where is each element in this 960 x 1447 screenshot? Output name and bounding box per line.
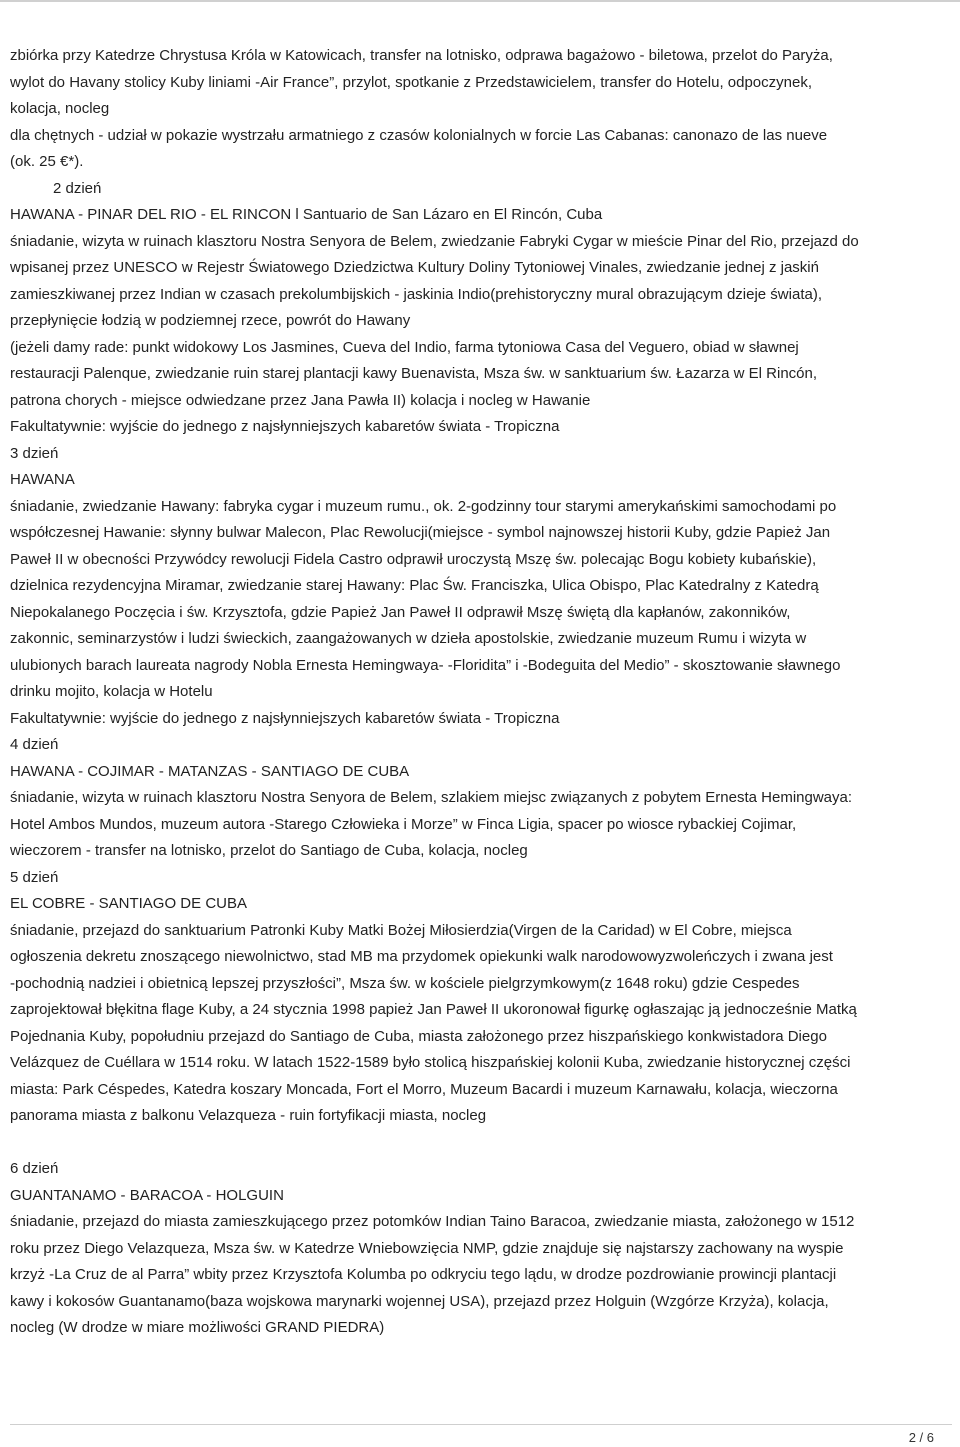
- text-line: śniadanie, przejazd do sanktuarium Patronki Kuby Matki Bożej Miłosierdzia(Virgen de la Caridad) w El Cobre, miejsca: [10, 921, 792, 939]
- text-line: śniadanie, wizyta w ruinach klasztoru Nostra Senyora de Belem, zwiedzanie Fabryki Cygar w mieście Pinar del Rio, przejazd do: [10, 232, 859, 250]
- text-line: wpisanej przez UNESCO w Rejestr Światowego Dziedzictwa Kultury Doliny Tytoniowej Vinales, zwiedzanie jednej z jaskiń: [10, 259, 819, 276]
- text-line: 2 dzień: [53, 179, 102, 197]
- document-body: [10, 43, 955, 1342]
- text-line: GUANTANAMO - BARACOA - HOLGUIN: [10, 1186, 284, 1204]
- text-line: wylot do Havany stolicy Kuby liniami -Air France”, przylot, spotkanie z Przedstawicielem, transfer do Hotelu, odpoczynek,: [10, 73, 812, 91]
- text-line: kawy i kokosów Guantanamo(baza wojskowa marynarki wojennej USA), przejazd przez Holguin (Wzgórze Krzyża), kolacja,: [10, 1292, 829, 1310]
- text-line: nocleg (W drodze w miare możliwości GRAND PIEDRA): [10, 1319, 385, 1336]
- text-line: współczesnej Hawanie: słynny bulwar Malecon, Plac Rewolucji(miejsce - symbol najnowszej historii Kuby, gdzie Papież Jan: [10, 524, 831, 541]
- text-line: przepłynięcie łodzią w podziemnej rzece, powrót do Hawany: [10, 312, 411, 329]
- text-line: EL COBRE - SANTIAGO DE CUBA: [10, 895, 247, 912]
- text-line: -pochodnią nadziei i obietnicą lepszej przyszłości”, Msza św. w kościele pielgrzymkowym(z 1648 roku) gdzie Cespedes: [10, 974, 800, 992]
- text-line: zamieszkiwanej przez Indian w czasach prekolumbijskich - jaskinia Indio(prehistoryczny mural obrazującym dzieje świata),: [10, 285, 822, 303]
- text-line: zakonnic, seminarzystów i ludzi świeckich, zaangażowanych w dzieła apostolskie, zwiedzanie muzeum Rumu i wizyta w: [10, 630, 807, 647]
- top-border: [0, 0, 960, 2]
- text-line: wieczorem - transfer na lotnisko, przelot do Santiago de Cuba, kolacja, nocleg: [10, 842, 528, 859]
- text-line: 3 dzień: [10, 444, 59, 462]
- text-line: (ok. 25 €*).: [10, 153, 84, 170]
- text-line: 6 dzień: [10, 1160, 59, 1177]
- text-line: śniadanie, przejazd do miasta zamieszkującego przez potomków Indian Taino Baracoa, zwiedzanie miasta, założonego w 1512: [10, 1213, 855, 1230]
- text-line: roku przez Diego Velazqueza, Msza św. w Katedrze Wniebowzięcia NMP, gdzie znajduje się najstarszy zachowany na wyspie: [10, 1239, 844, 1257]
- text-line: ulubionych barach laureata nagrody Nobla Ernesta Hemingwaya- -Floridita” i -Bodeguita del Medio” - skosztowanie sławnego: [10, 656, 841, 674]
- blank-line: [10, 1130, 955, 1157]
- text-line: zaprojektował błękitna flage Kuby, a 24 stycznia 1998 papież Jan Paweł II ukoronował figurkę ogłaszając ją jednocześnie Matką: [10, 1001, 857, 1018]
- text-line: zbiórka przy Katedrze Chrystusa Króla w Katowicach, transfer na lotnisko, odprawa bagażowo - biletowa, przelot do Paryża,: [10, 47, 833, 64]
- text-line: Paweł II w obecności Przywódcy rewolucji Fidela Castro odprawił uroczystą Mszę św. polecając Bogu kobiety kubańskie),: [10, 550, 817, 568]
- text-line: (jeżeli damy rade: punkt widokowy Los Jasmines, Cueva del Indio, farma tytoniowa Casa del Veguero, obiad w sławnej: [10, 338, 799, 356]
- text-line: Fakultatywnie: wyjście do jednego z najsłynniejszych kabaretów świata - Tropiczna: [10, 418, 560, 435]
- text-line: HAWANA: [10, 471, 75, 488]
- text-line: drinku mojito, kolacja w Hotelu: [10, 683, 213, 700]
- text-line: 5 dzień: [10, 868, 59, 886]
- text-line: Velázquez de Cuéllara w 1514 roku. W latach 1522-1589 było stolicą hiszpańskiej kolonii Kuba, zwiedzanie historycznej części: [10, 1054, 851, 1071]
- page-number: 2 / 6: [908, 1430, 934, 1445]
- footer-divider: [10, 1424, 952, 1425]
- text-line: dzielnica rezydencyjna Miramar, zwiedzanie starej Hawany: Plac Św. Franciszka, Ulica Obispo, Plac Katedralny z Katedrą: [10, 577, 819, 594]
- text-line: krzyż -La Cruz de al Parra” wbity przez Krzysztofa Kolumba po odkryciu tego lądu, w drodze pozdrowianie prowincji plantacji: [10, 1266, 837, 1283]
- text-line: HAWANA - COJIMAR - MATANZAS - SANTIAGO DE CUBA: [10, 762, 410, 780]
- text-line: Pojednania Kuby, popołudniu przejazd do Santiago de Cuba, miasta założonego przez hiszpańskiego konkwistadora Diego: [10, 1027, 827, 1045]
- text-line: Fakultatywnie: wyjście do jednego z najsłynniejszych kabaretów świata - Tropiczna: [10, 709, 560, 727]
- text-line: Niepokalanego Poczęcia i św. Krzysztofa, gdzie Papież Jan Paweł II odprawił Mszę świętą dla kapłanów, zakonników,: [10, 603, 791, 621]
- text-line: HAWANA - PINAR DEL RIO - EL RINCON l Santuario de San Lázaro en El Rincón, Cuba: [10, 206, 603, 223]
- text-line: panorama miasta z balkonu Velazqueza - ruin fortyfikacji miasta, nocleg: [10, 1107, 487, 1124]
- text-line: dla chętnych - udział w pokazie wystrzału armatniego z czasów kolonialnych w forcie Las Cabanas: canonazo de las nueve: [10, 126, 828, 144]
- text-line: restauracji Palenque, zwiedzanie ruin starej plantacji kawy Buenavista, Msza św. w sanktuarium św. Łazarza w El Rincón,: [10, 365, 818, 382]
- text-line: śniadanie, zwiedzanie Hawany: fabryka cygar i muzeum rumu., ok. 2-godzinny tour starymi amerykańskimi samochodami po: [10, 497, 837, 515]
- text-line: śniadanie, wizyta w ruinach klasztoru Nostra Senyora de Belem, szlakiem miejsc związanych z pobytem Ernesta Hemingwaya:: [10, 789, 853, 806]
- text-line: Hotel Ambos Mundos, muzeum autora -Starego Człowieka i Morze” w Finca Ligia, spacer po wiosce rybackiej Cojimar,: [10, 815, 797, 833]
- text-line: kolacja, nocleg: [10, 100, 110, 117]
- text-line: patrona chorych - miejsce odwiedzane przez Jana Pawła II) kolacja i nocleg w Hawanie: [10, 391, 591, 409]
- text-line: 4 dzień: [10, 736, 59, 753]
- text-line: ogłoszenia dekretu znoszącego niewolnictwo, stad MB ma przydomek opiekunki walk narodowowyzwoleńczych i zwana jest: [10, 948, 833, 965]
- text-line: miasta: Park Céspedes, Katedra koszary Moncada, Fort el Morro, Muzeum Bacardi i muzeum Karnawału, kolacja, wieczorna: [10, 1080, 838, 1098]
